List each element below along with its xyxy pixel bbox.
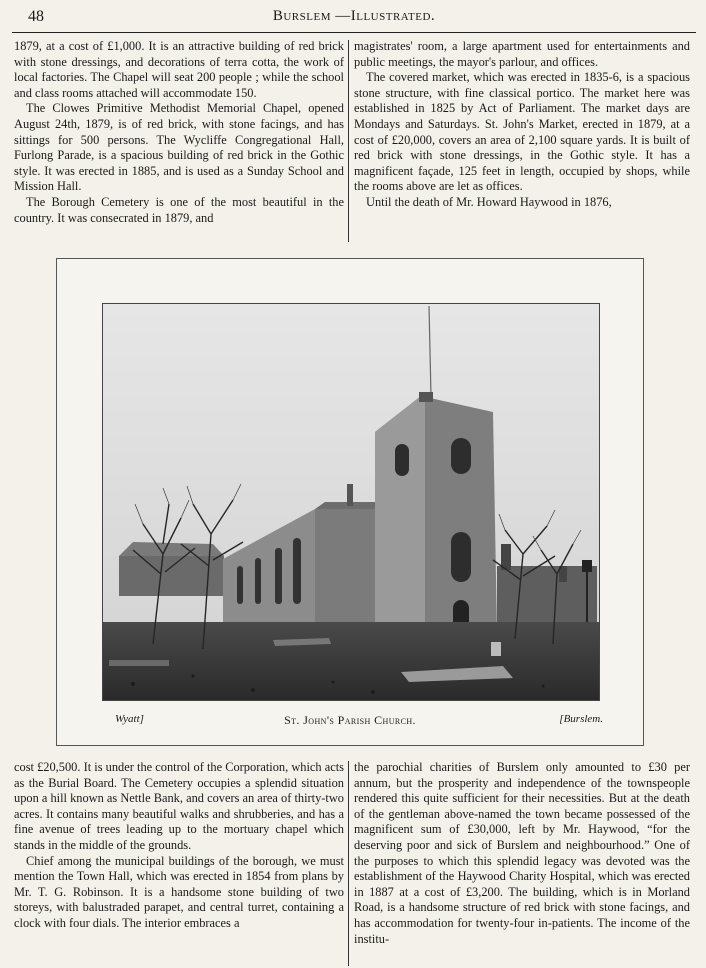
figure-caption: St. John's Parish Church. xyxy=(284,713,416,727)
top-left-column xyxy=(14,39,344,226)
top-right-column xyxy=(354,39,690,211)
figure-plate xyxy=(56,258,644,746)
paragraph: the parochial charities of Burslem only amounted to £30 per annum, but the prosperity and independence of the townspeople rendered this quite sufficient for their necessities. But at the death of the gentleman above-named the town became possessed of the magnificent sum of £30,000, left by Mr. Haywood, “for the deserving poor and sick of Burslem and neighbourhood.” One of the purposes to which this splendid legacy was devoted was the establishment of the Haywood Charity Hospital, which was erected in 1887 at a cost of £3,200. The building, which is in Morland Road, is a handsome structure of red brick with stone facings, and has accommodation for twenty-four in-patients. The income of the institu- xyxy=(354,760,690,946)
church-illustration xyxy=(103,304,599,700)
page-header xyxy=(12,4,696,33)
paragraph: The Clowes Primitive Methodist Memorial Chapel, opened August 24th, 1879, is of red brick, with stone facings, and has sittings for 500 persons. The Wycliffe Congregational Hall, Furlong Parade, is a spacious building of red brick in the Gothic style. It was erected in 1885, and is used as a Sunday School and Mission Hall. xyxy=(14,101,344,194)
bottom-left-column xyxy=(14,760,344,932)
bottom-right-column xyxy=(354,760,690,947)
paragraph: The covered market, which was erected in 1835-6, is a spacious stone structure, with fine classical portico. The market here was established in 1825 by Act of Parliament. The market days are Mondays and Saturdays. St. John's Market, erected in 1879, at a cost of £20,000, covers an area of 2,100 square yards. It is built of red brick with stone dressings, in the Gothic style. It has a magnificent façade, 125 feet in length, occupied by shops, while the rooms above are let as offices. xyxy=(354,70,690,194)
paragraph: Chief among the municipal buildings of the borough, we must mention the Town Hall, which was erected in 1854 from plans by Mr. T. G. Robinson. It is a handsome stone building of two storeys, with balustraded parapet, and central turret, containing a clock with four dials. The interior embraces a xyxy=(14,853,344,930)
caption-location: [Burslem. xyxy=(559,713,603,725)
paragraph: Until the death of Mr. Howard Haywood in 1876, xyxy=(366,194,612,209)
running-title: Burslem —Illustrated. xyxy=(272,8,436,24)
caption-photographer: Wyatt] xyxy=(115,713,144,725)
page-number: 48 xyxy=(28,8,44,25)
paragraph: The Borough Cemetery is one of the most beautiful in the country. It was consecrated in 1879, and xyxy=(14,194,344,225)
column-divider xyxy=(348,761,349,966)
church-photograph xyxy=(102,303,600,701)
paragraph: cost £20,500. It is under the control of the Corporation, which acts as the Burial Board. The Cemetery occupies a splendid situation upon a hill known as Nettle Bank, and covers an area of thirty-two acres. It contains many beautiful walks and shrubberies, and has a fine avenue of trees leading up to the mortuary chapel which stands in the middle of the grounds. xyxy=(14,760,344,852)
column-divider xyxy=(348,40,349,242)
paragraph: 1879, at a cost of £1,000. It is an attractive building of red brick with stone dressings, and decorations of terra cotta, the work of local factories. The Chapel will seat 200 people ; while the school and class rooms attached will accommodate 150. xyxy=(14,39,344,100)
paragraph: magistrates' room, a large apartment used for entertainments and public meetings, the mayor's parlour, and offices. xyxy=(354,39,690,69)
